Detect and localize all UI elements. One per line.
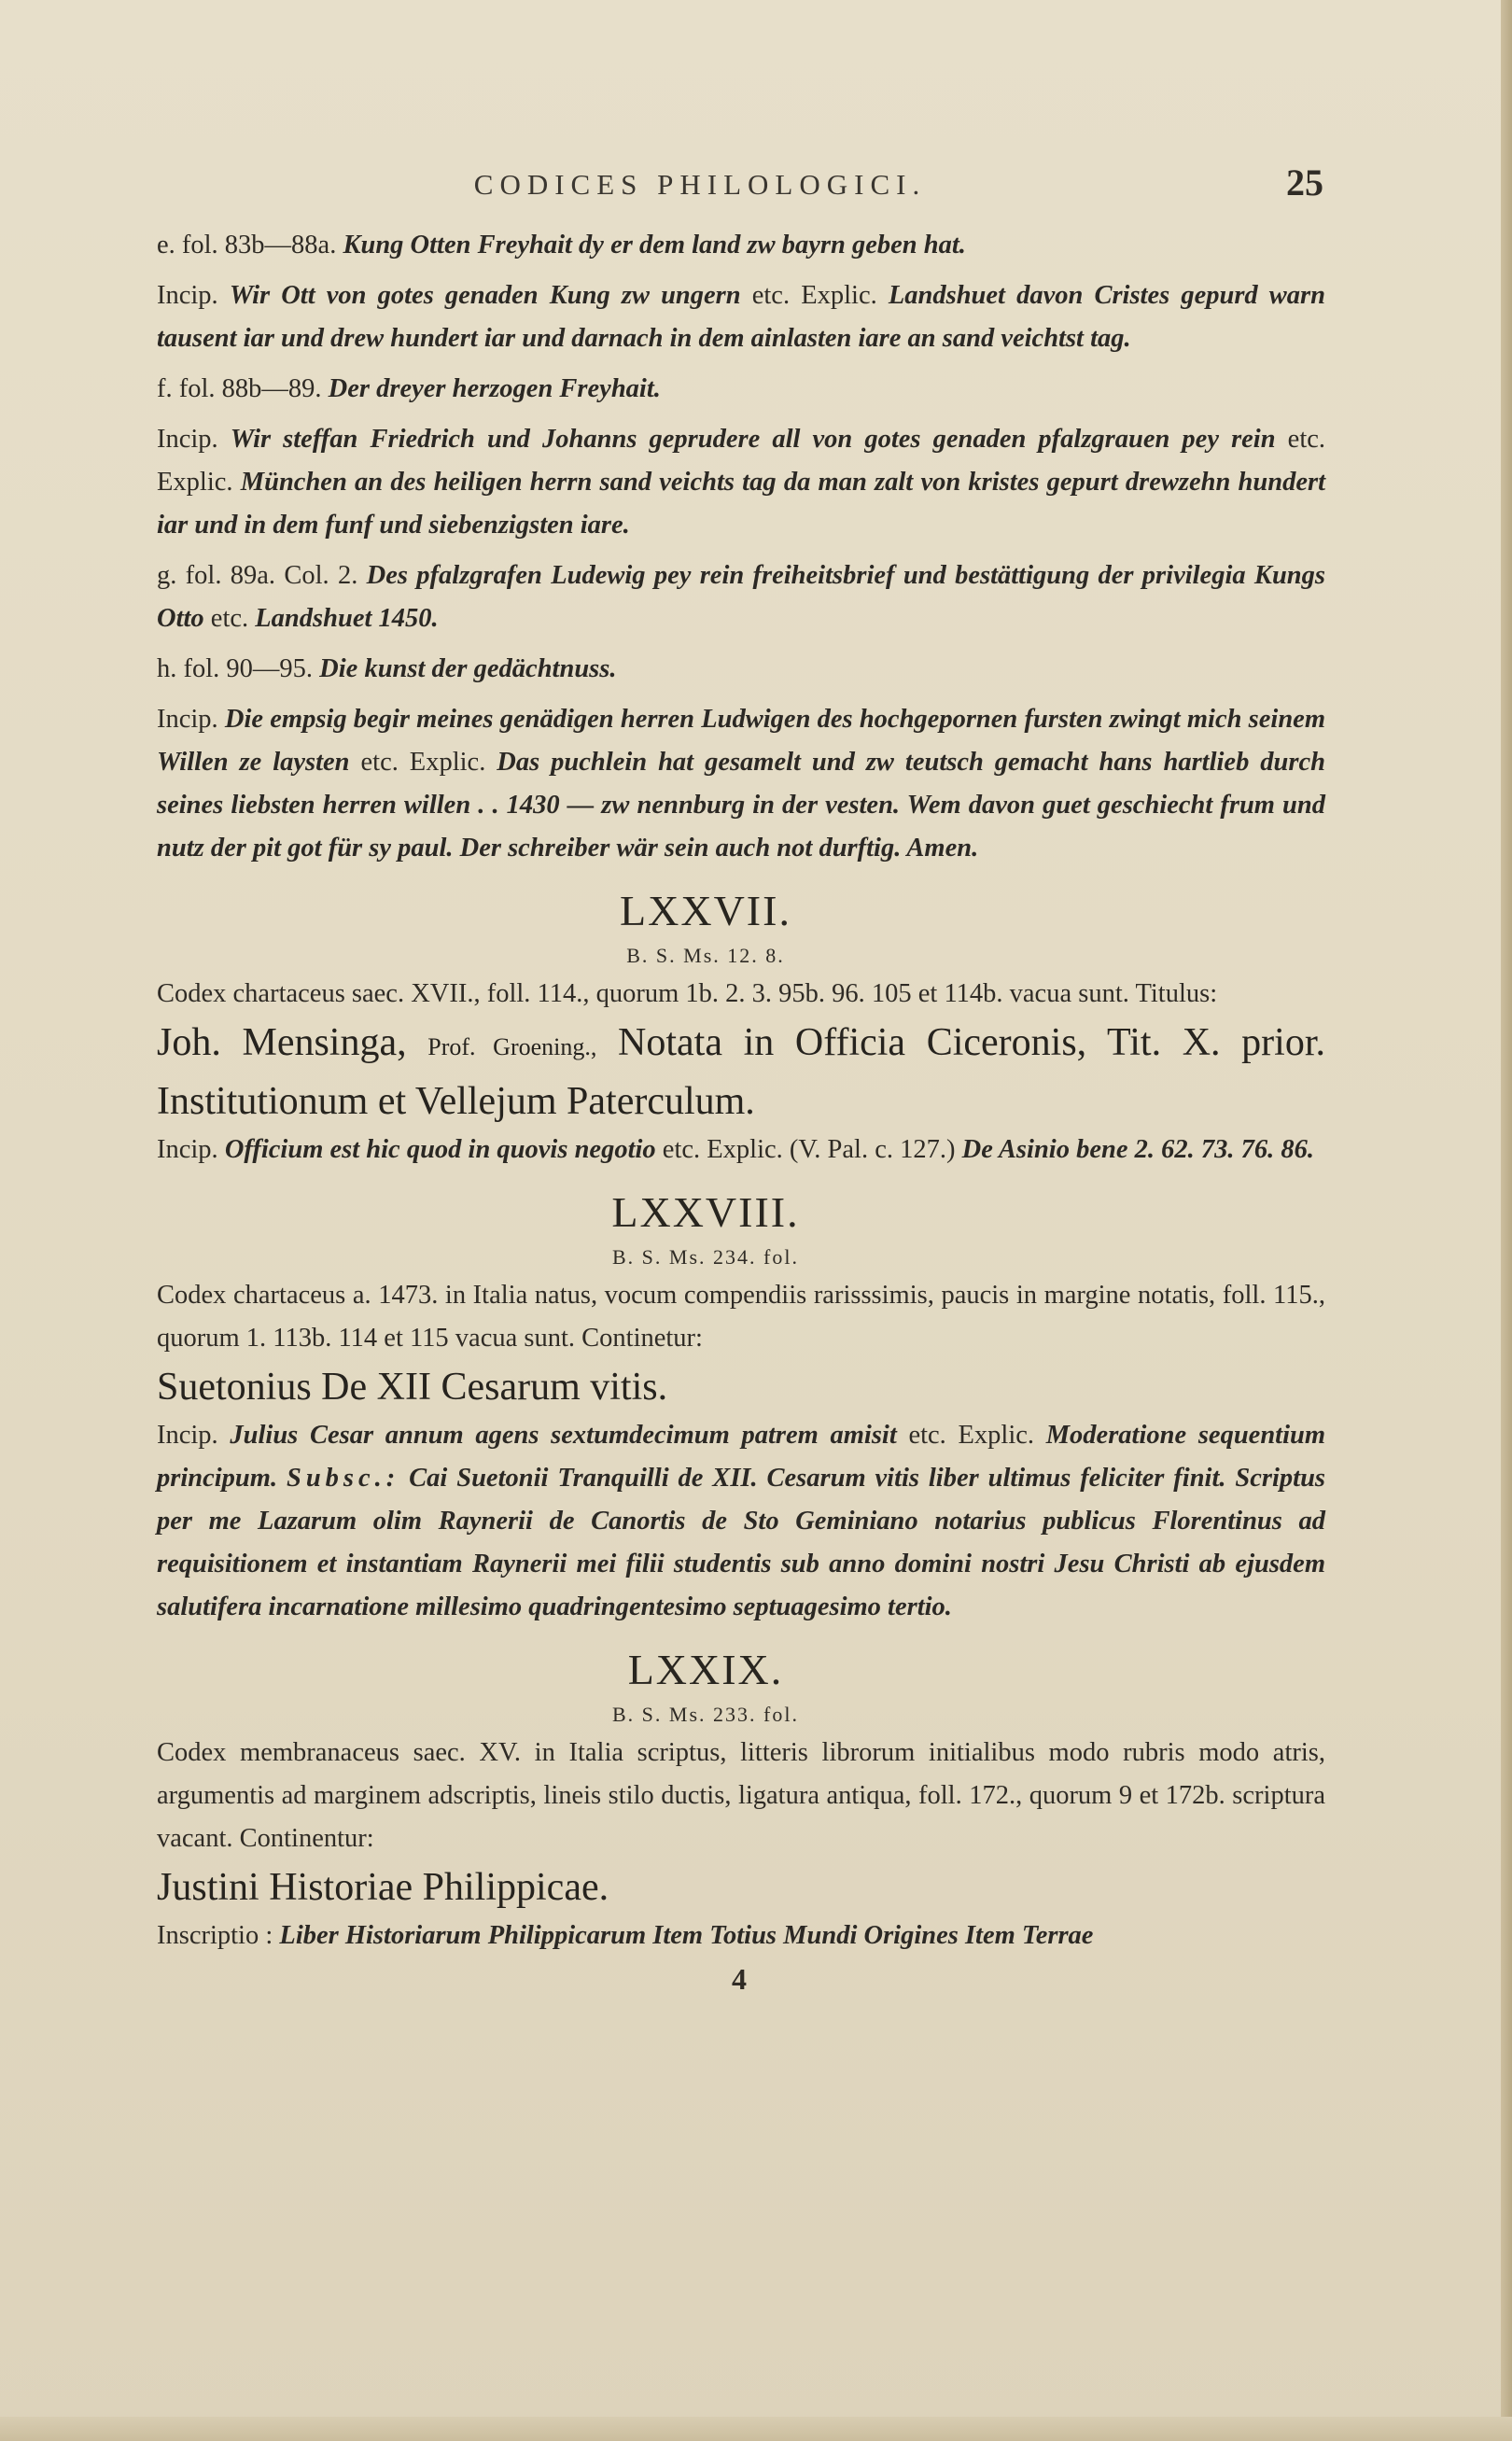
codex-numeral-lxxix: LXXIX. [627,1646,784,1693]
etc-explic: etc. Explic. [157,425,1326,497]
etc-explic: etc. Explic. [360,748,486,777]
incip-text: Wir steffan Friedrich und Johanns geprudere all von gotes genaden pfalzgrauen pey rein [230,425,1276,454]
explic-text: Das puchlein hat gesamelt und zw teutsch gemacht hans hartlieb durch seines liebsten herren willen . . 1430 — zw nennburg in der vesten. Wem davon guet geschiecht frum und nutz der pit got für sy paul. Der schreiber wär sein auch not durftig. Amen. [157,748,1325,863]
page-header [84,161,1323,217]
shelfmark-lxxix: B. S. Ms. 233. fol. [612,1703,799,1726]
entry-e-incipit [86,274,1325,360]
etc-explic: etc. Explic. [908,1421,1035,1450]
codex-inscriptio-lxxix [86,1915,1325,1957]
incip-label: Incip. [157,1135,218,1164]
incip-text: Die empsig begir meines genädigen herren Ludwigen des hochgepornen fursten zwingt mich seinem Willen ze laysten [157,705,1326,777]
incip-text: Officium est hic quod in quovis negotio [224,1135,656,1164]
entry-g-end: Landshuet 1450. [255,604,439,633]
codex-title-lxxvii [86,1016,1325,1129]
incip-label: Incip. [157,705,218,734]
codex-description-lxxviii: Codex chartaceus a. 1473. in Italia natus, vocum compendiis rarisssimis, paucis in margine notatis, foll. 115., quorum 1. 113b. 114 et 115 vacua sunt. Continetur: [157,1281,1325,1353]
explic-text: München an des heiligen herrn sand veichts tag da man zalt von kristes gepurt drewzehn hundert iar und in dem funf und siebenzigsten iare. [157,468,1326,540]
explic-text: De Asinio bene 2. 62. 73. 76. 86. [961,1135,1314,1164]
title-prof: Prof. Groening., [427,1033,597,1060]
signature-mark: 4 [732,1962,747,1996]
incip-text: Julius Cesar annum agens sextumdecimum patrem amisit [230,1421,897,1450]
page-number: 25 [1286,161,1323,203]
etc-explic: etc. Explic. (V. Pal. c. 127.) [662,1135,956,1164]
entry-h-title: Die kunst der gedächtnuss. [319,654,617,683]
page-body [86,224,1325,2000]
subscription-text: Cai Suetonii Tranquilli de XII. Cesarum vitis liber ultimus feliciter finit. Scriptus per me Lazarum olim Raynerii de Canortis de Sto Geminiano notarius publicus Florentinus ad requisitionem et instantiam Raynerii mei filii studentis sub anno domini nostri Jesu Christi ab ejusdem salutifera incarnatione millesimo quadringentesimo septuagesimo tertio. [157,1464,1326,1621]
entry-f-folio: f. fol. 88b—89. [157,374,322,403]
explic-text: Moderatione sequentium principum. [157,1421,1326,1493]
codex-numeral-lxxvii: LXXVII. [620,887,791,934]
entry-e-folio: e. fol. 83b—88a. [157,231,337,260]
entry-f-heading [86,368,1325,411]
incip-label: Incip. [157,281,218,310]
codex-description-lxxix: Codex membranaceus saec. XV. in Italia scriptus, litteris librorum initialibus modo rubris modo atris, argumentis ad marginem adscriptis, lineis stilo ductis, ligatura antiqua, foll. 172., quorum 9 et 172b. scriptura vacant. Continentur: [157,1738,1325,1853]
codex-incipit-lxxvii [86,1129,1325,1171]
entry-f-title: Der dreyer herzogen Freyhait. [328,374,661,403]
codex-description-lxxvii: Codex chartaceus saec. XVII., foll. 114., quorum 1b. 2. 3. 95b. 96. 105 et 114b. vacua sunt. Titulus: [157,979,1218,1008]
page-edge-bottom [0,2417,1512,2441]
entry-h-folio: h. fol. 90—95. [157,654,314,683]
codex-title-lxxix: Justini Historiae Philippicae. [157,1866,609,1909]
incip-label: Incip. [157,425,218,454]
entry-e-heading [86,224,1325,267]
entry-f-incipit [86,418,1325,547]
shelfmark-lxxvii: B. S. Ms. 12. 8. [626,944,785,967]
explic-text: Landshuet davon Cristes gepurd warn tausent iar und drew hundert iar und darnach in dem ainlasten iare an sand veichtst tag. [157,281,1325,353]
title-author: Joh. Mensinga, [157,1021,407,1064]
incip-text: Wir Ott von gotes genaden Kung zw ungern [229,281,741,310]
entry-g-title: Des pfalzgrafen Ludewig pey rein freiheitsbrief und bestättigung der privilegia Kungs Otto [157,561,1325,633]
entry-g-heading [86,554,1325,640]
incip-label: Incip. [157,1421,218,1450]
etc: etc. [210,604,249,633]
etc-explic: etc. Explic. [751,281,877,310]
codex-title-lxxviii: Suetonius De XII Cesarum vitis. [157,1366,668,1409]
entry-g-folio: g. fol. 89a. Col. 2. [157,561,358,590]
entry-e-title: Kung Otten Freyhait dy er dem land zw bayrn geben hat. [343,231,966,260]
title-main: Notata in Officia Ciceronis, Tit. X. prior. Institutionum et Vellejum Paterculum. [157,1021,1325,1123]
running-head: CODICES PHILOLOGICI. [473,168,927,201]
page-edge-right [1501,0,1512,2441]
entry-h-incipit [86,698,1325,870]
subsc-label: Subsc.: [286,1464,400,1493]
codex-incipit-lxxviii [86,1414,1325,1629]
codex-numeral-lxxviii: LXXVIII. [611,1188,800,1236]
shelfmark-lxxviii: B. S. Ms. 234. fol. [612,1245,799,1269]
entry-h-heading [86,648,1325,691]
inscriptio-label: Inscriptio : [157,1921,273,1950]
inscriptio-text: Liber Historiarum Philippicarum Item Totius Mundi Origines Item Terrae [279,1921,1094,1950]
